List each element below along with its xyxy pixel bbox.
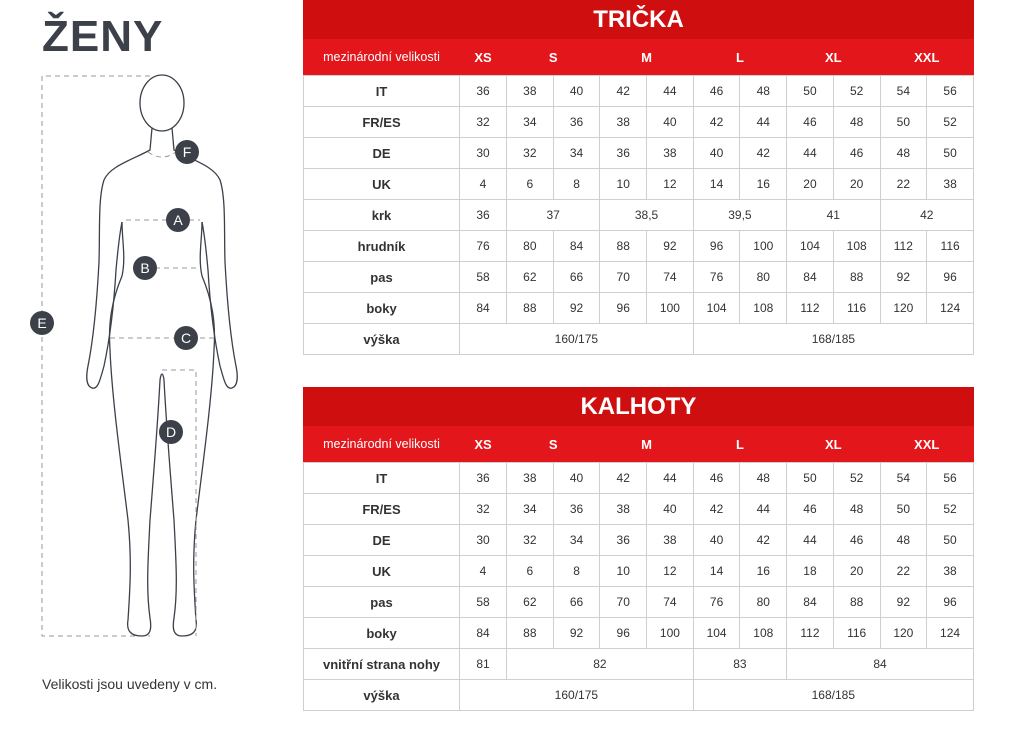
table-cell: 38: [647, 138, 694, 169]
table-cell: 88: [600, 231, 647, 262]
table-cell: 83: [693, 649, 786, 680]
table-cell: 120: [880, 293, 927, 324]
size-header-xl: XL: [787, 426, 880, 463]
table-cell: 120: [880, 618, 927, 649]
table-row-vyska: [304, 680, 974, 711]
marker-A: [166, 208, 190, 232]
table-cell: 84: [460, 618, 507, 649]
table-cell: 100: [647, 618, 694, 649]
table-cell: 46: [833, 525, 880, 556]
table-cell: 48: [833, 494, 880, 525]
table-cell: 18: [787, 556, 834, 587]
table-cell: 108: [740, 293, 787, 324]
size-header-xs: XS: [460, 426, 507, 463]
table-cell: 20: [833, 556, 880, 587]
table-cell: 50: [880, 107, 927, 138]
table-cell: 52: [927, 107, 974, 138]
row-label: IT: [304, 463, 460, 494]
table-cell: 88: [833, 262, 880, 293]
table-cell: 74: [647, 587, 694, 618]
table-cell: 44: [787, 138, 834, 169]
table-cell: 38: [600, 494, 647, 525]
table-cell: 32: [460, 107, 507, 138]
table-cell: 44: [647, 76, 694, 107]
table-cell: 39,5: [693, 200, 786, 231]
table-cell: 41: [787, 200, 880, 231]
table-cell: 38,5: [600, 200, 693, 231]
table-cell: 50: [787, 76, 834, 107]
table-cell: 22: [880, 169, 927, 200]
table-cell: 14: [693, 556, 740, 587]
table-cell: 100: [740, 231, 787, 262]
size-header-l: L: [693, 426, 786, 463]
table-cell: 80: [507, 231, 554, 262]
body-figure-illustration: [0, 0, 300, 660]
table-cell: 88: [833, 587, 880, 618]
svg-text:F: F: [182, 144, 192, 160]
table-cell: 84: [553, 231, 600, 262]
table-cell: 62: [507, 587, 554, 618]
table-cell: 40: [693, 138, 740, 169]
table-cell: 6: [507, 169, 554, 200]
marker-E: [30, 311, 54, 335]
table-cell: 58: [460, 587, 507, 618]
height-measure-line: [42, 76, 150, 636]
table-row-boky: [304, 293, 974, 324]
tops-size-table: [303, 0, 974, 355]
table-cell: 36: [460, 76, 507, 107]
marker-C: [174, 326, 198, 350]
row-label: krk: [304, 200, 460, 231]
row-label: UK: [304, 556, 460, 587]
table-cell: 54: [880, 76, 927, 107]
pants-size-table: [303, 387, 974, 711]
table-cell: 44: [740, 494, 787, 525]
table-row-it: [304, 76, 974, 107]
table-cell: 46: [693, 463, 740, 494]
table-cell: 8: [553, 556, 600, 587]
size-header-m: M: [600, 39, 693, 76]
table-cell: 76: [693, 587, 740, 618]
table-cell: 42: [880, 200, 974, 231]
table-row-pas: [304, 587, 974, 618]
size-header-xs: XS: [460, 39, 507, 76]
table-cell: 38: [647, 525, 694, 556]
row-label: DE: [304, 138, 460, 169]
table-cell: 100: [647, 293, 694, 324]
table-cell: 84: [787, 587, 834, 618]
row-label: DE: [304, 525, 460, 556]
table-cell: 16: [740, 169, 787, 200]
table-cell: 54: [880, 463, 927, 494]
table-cell: 84: [787, 262, 834, 293]
table-cell: 112: [787, 293, 834, 324]
table-cell: 38: [600, 107, 647, 138]
table-cell: 38: [507, 463, 554, 494]
table-row-uk: [304, 169, 974, 200]
table-cell: 46: [693, 76, 740, 107]
table-cell: 96: [600, 293, 647, 324]
table-cell: 42: [693, 107, 740, 138]
table-cell: 40: [647, 107, 694, 138]
measure-guides: [110, 152, 214, 636]
table-cell: 92: [647, 231, 694, 262]
row-label: hrudník: [304, 231, 460, 262]
table-cell: 124: [927, 618, 974, 649]
table-cell: 104: [693, 618, 740, 649]
table-row-boky: [304, 618, 974, 649]
table-cell: 52: [833, 463, 880, 494]
table-cell: 80: [740, 587, 787, 618]
table-cell: 96: [693, 231, 740, 262]
table-cell: 14: [693, 169, 740, 200]
table-cell: 34: [553, 525, 600, 556]
table-cell: 10: [600, 169, 647, 200]
table-cell: 40: [647, 494, 694, 525]
table-cell: 34: [507, 494, 554, 525]
table-cell: 124: [927, 293, 974, 324]
table-cell: 32: [460, 494, 507, 525]
table-cell: 30: [460, 138, 507, 169]
table-cell: 168/185: [693, 680, 973, 711]
table-cell: 66: [553, 587, 600, 618]
table-cell: 168/185: [693, 324, 973, 355]
table-cell: 62: [507, 262, 554, 293]
size-header-s: S: [507, 426, 600, 463]
row-label: pas: [304, 587, 460, 618]
table-cell: 80: [740, 262, 787, 293]
table-cell: 48: [880, 525, 927, 556]
marker-B: [133, 256, 157, 280]
svg-text:D: D: [165, 424, 177, 440]
table-cell: 116: [927, 231, 974, 262]
table-cell: 42: [740, 138, 787, 169]
size-header-xxl: XXL: [880, 426, 973, 463]
row-label: FR/ES: [304, 107, 460, 138]
table-cell: 36: [553, 494, 600, 525]
table-cell: 108: [740, 618, 787, 649]
table-cell: 8: [553, 169, 600, 200]
table-row-it: [304, 463, 974, 494]
table-cell: 40: [553, 76, 600, 107]
row-label: výška: [304, 680, 460, 711]
tops-table-title: TRIČKA: [304, 1, 974, 39]
table-cell: 36: [460, 200, 507, 231]
table-row-fr-es: [304, 107, 974, 138]
table-row-fr-es: [304, 494, 974, 525]
table-cell: 92: [880, 262, 927, 293]
table-cell: 116: [833, 293, 880, 324]
table-row-vyska: [304, 324, 974, 355]
table-cell: 44: [740, 107, 787, 138]
table-cell: 38: [507, 76, 554, 107]
table-cell: 96: [927, 262, 974, 293]
table-cell: 76: [460, 231, 507, 262]
table-cell: 70: [600, 262, 647, 293]
table-cell: 160/175: [460, 324, 694, 355]
table-row-pas: [304, 262, 974, 293]
table-cell: 30: [460, 525, 507, 556]
table-cell: 4: [460, 556, 507, 587]
row-label: výška: [304, 324, 460, 355]
table-cell: 108: [833, 231, 880, 262]
table-cell: 38: [927, 169, 974, 200]
body-outline: [87, 75, 237, 636]
table-cell: 88: [507, 293, 554, 324]
table-cell: 42: [600, 463, 647, 494]
table-cell: 32: [507, 138, 554, 169]
page-title: ŽENY: [42, 12, 164, 61]
row-label: vnitřní strana nohy: [304, 649, 460, 680]
table-cell: 96: [600, 618, 647, 649]
table-cell: 84: [787, 649, 974, 680]
table-cell: 50: [927, 138, 974, 169]
svg-text:C: C: [180, 330, 192, 346]
size-header-xl: XL: [787, 39, 880, 76]
table-cell: 46: [787, 494, 834, 525]
table-cell: 34: [553, 138, 600, 169]
table-cell: 81: [460, 649, 507, 680]
table-cell: 6: [507, 556, 554, 587]
units-note: Velikosti jsou uvedeny v cm.: [42, 676, 218, 692]
table-cell: 22: [880, 556, 927, 587]
table-cell: 74: [647, 262, 694, 293]
table-cell: 88: [507, 618, 554, 649]
table-cell: 52: [833, 76, 880, 107]
size-header-s: S: [507, 39, 600, 76]
table-cell: 116: [833, 618, 880, 649]
table-cell: 12: [647, 556, 694, 587]
marker-D: [159, 420, 183, 444]
table-cell: 56: [927, 76, 974, 107]
table-cell: 46: [833, 138, 880, 169]
row-label: FR/ES: [304, 494, 460, 525]
table-cell: 42: [740, 525, 787, 556]
table-cell: 76: [693, 262, 740, 293]
svg-text:A: A: [173, 212, 183, 228]
table-cell: 36: [460, 463, 507, 494]
table-cell: 82: [507, 649, 694, 680]
table-cell: 4: [460, 169, 507, 200]
svg-text:E: E: [37, 315, 47, 331]
table-cell: 48: [740, 76, 787, 107]
table-cell: 48: [880, 138, 927, 169]
table-cell: 36: [600, 138, 647, 169]
table-cell: 92: [553, 618, 600, 649]
table-cell: 50: [927, 525, 974, 556]
size-header-m: M: [600, 426, 693, 463]
table-row-uk: [304, 556, 974, 587]
table-cell: 40: [693, 525, 740, 556]
table-cell: 52: [927, 494, 974, 525]
table-cell: 36: [553, 107, 600, 138]
table-cell: 48: [740, 463, 787, 494]
table-cell: 50: [787, 463, 834, 494]
table-cell: 92: [880, 587, 927, 618]
table-row-hrudnik: [304, 231, 974, 262]
marker-F: [175, 140, 199, 164]
table-cell: 44: [647, 463, 694, 494]
row-label: boky: [304, 618, 460, 649]
svg-text:B: B: [140, 260, 150, 276]
table-cell: 46: [787, 107, 834, 138]
row-label: UK: [304, 169, 460, 200]
table-cell: 112: [787, 618, 834, 649]
table-cell: 92: [553, 293, 600, 324]
table-cell: 36: [600, 525, 647, 556]
table-cell: 34: [507, 107, 554, 138]
table-cell: 32: [507, 525, 554, 556]
size-header-label: mezinárodní velikosti: [304, 426, 460, 463]
table-cell: 50: [880, 494, 927, 525]
table-cell: 10: [600, 556, 647, 587]
table-cell: 160/175: [460, 680, 694, 711]
row-label: pas: [304, 262, 460, 293]
table-cell: 56: [927, 463, 974, 494]
size-header-label: mezinárodní velikosti: [304, 39, 460, 76]
table-cell: 70: [600, 587, 647, 618]
table-cell: 84: [460, 293, 507, 324]
table-row-de: [304, 525, 974, 556]
row-label: IT: [304, 76, 460, 107]
table-cell: 37: [507, 200, 600, 231]
table-cell: 96: [927, 587, 974, 618]
table-cell: 42: [600, 76, 647, 107]
table-row-de: [304, 138, 974, 169]
table-cell: 48: [833, 107, 880, 138]
table-cell: 38: [927, 556, 974, 587]
table-cell: 66: [553, 262, 600, 293]
table-cell: 104: [787, 231, 834, 262]
table-cell: 58: [460, 262, 507, 293]
size-header-xxl: XXL: [880, 39, 974, 76]
table-row-krk: [304, 200, 974, 231]
table-cell: 112: [880, 231, 927, 262]
table-cell: 20: [833, 169, 880, 200]
table-cell: 16: [740, 556, 787, 587]
table-cell: 44: [787, 525, 834, 556]
size-header-l: L: [693, 39, 786, 76]
table-cell: 104: [693, 293, 740, 324]
table-cell: 20: [787, 169, 834, 200]
table-cell: 12: [647, 169, 694, 200]
row-label: boky: [304, 293, 460, 324]
table-row-vnitrni-strana-nohy: [304, 649, 974, 680]
table-cell: 40: [553, 463, 600, 494]
table-cell: 42: [693, 494, 740, 525]
pants-table-title: KALHOTY: [304, 388, 974, 426]
